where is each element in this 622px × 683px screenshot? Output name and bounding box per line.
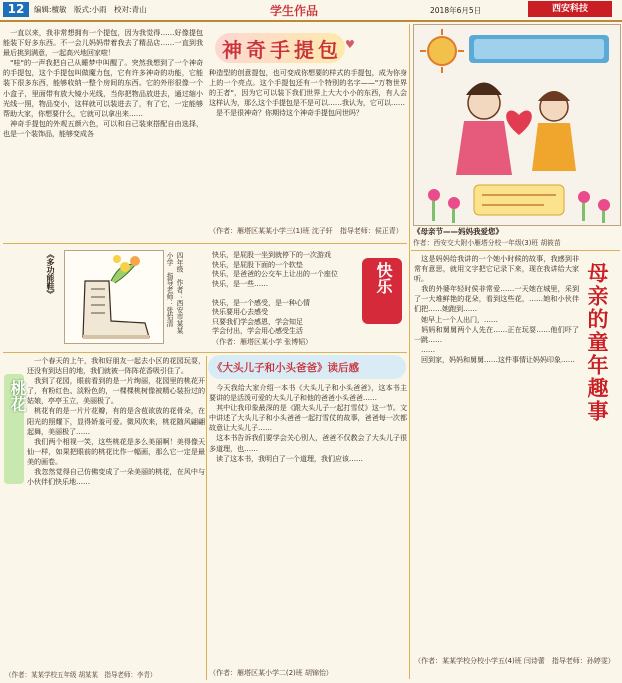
childhood-title: 母亲的童年趣事 [585, 262, 609, 423]
newspaper-brand: 西安科技 [528, 1, 612, 17]
review-author: （作者：雁塔区某小学二(2)班 胡锦怡） [209, 668, 333, 677]
boot-caption: 《多功能鞋》 [46, 250, 55, 298]
peach-title: 桃花 [8, 380, 27, 412]
handbag-article-body: 一直以来，我非常想拥有一个提包，因为我觉得……好像提包能装下好多东西。不一会儿妈妈带着我去了精品店……一直到我最后挑到满意，一起高兴地回家啦！ "哇"的一声我把自己从睡梦中叫醒了。突然我想到了一个神奇的手提包，这个手提包叫做魔力包，它有许多神奇的功能，它能装下很多东西，能够收纳一整个房间的东西。它的外形很像一个小盒子，里面带有放大镜小光线，当你把物品放进去，通过缩小光线一照，物品变小，这样就可以装进去了，有了它，一定能够帮助大家，你想要什么，它就可以拿出来…… 神奇手提包的外观五颜六色，可以和自己装束搭配自由选择，也是一个装饰品，能够变成各 [3, 28, 203, 138]
column-divider [409, 24, 410, 679]
mothers-day-drawing [413, 24, 621, 226]
boot-drawing [64, 250, 164, 344]
childhood-author: （作者：某某学校分校小学五(4)班 闫诗蕾 指导老师：孙婷雯） [414, 656, 615, 665]
issue-date: 2018年6月5日 [430, 6, 482, 15]
handbag-article-continued: 种造型的创意提包，也可变成你想要的样式的手提包，成为你身上的一个亮点。这个手提包还有一个特别的名字——"万物世界的王者"，因为它可以装下我们世界上大大小小的东西，有人会这样认为，那么这个手提包是不是可以……我认为，它可以…… 是不是很神奇？你期待这个神奇手提包问世吗？ [209, 68, 407, 118]
drawing-author: 作者：西安交大附小雁塔分校一年级(3)班 胡筱苗 [413, 239, 561, 247]
handbag-author: （作者：雁塔区某某小学三(1)班 沈子轩 指导老师：侯正青） [209, 226, 403, 235]
divider [3, 243, 407, 244]
boot-caption-block [5, 248, 65, 340]
section-title: 学生作品 [270, 4, 319, 18]
divider [411, 250, 620, 251]
column-divider [206, 356, 207, 680]
editor-credits: 编辑:檀敏 版式:小雨 校对:青山 [34, 5, 147, 14]
boot-illustration [65, 251, 163, 343]
poem-title: 快乐 [374, 262, 393, 294]
poem-author: （作者：雁塔区某小学 张博韬） [212, 337, 313, 346]
boot-author: 四年级 作者：西安市某某小学 指导老师：张怡清 [165, 252, 183, 334]
review-title: 《大头儿子和小头爸爸》读后感 [212, 362, 359, 374]
peach-article-body: 一个春天的上午，我和好朋友一起去小区的花园玩耍，还没有到达目的地，我们就被一阵阵花香吸引住了。 我到了花园，眼前看到的是一片绚丽，花园里的桃花开了，有粉红色、淡粉色的，一棵棵桃树像被精心装扮过的姑娘，亭亭玉立，美丽极了。 桃花有的是一片片花瓣，有的是含苞欲放的花骨朵，在阳光的照耀下，显得娇羞可爱。微风吹来，桃花随风翩翩起舞，美丽极了…… 我们两个相视一笑，这些桃花是多么美丽啊！美得像天仙一样，如果把眼前的桃花比作一幅画，那么它一定是最美的画卷。 我忽然觉得自己仿佛变成了一朵美丽的桃花，在风中与小伙伴们快乐地…… [27, 356, 205, 487]
drawing-caption: 《母亲节——妈妈我爱您》 [413, 227, 503, 236]
page-number: 12 [3, 2, 29, 17]
drawing-illustration [414, 25, 620, 225]
review-body: 今天我给大家介绍一本书《大头儿子和小头爸爸》，这本书主要讲的是活泼可爱的大头儿子和他的爸爸小头爸爸…… 其中让我印象最深的是《跟大头儿子一起打雪仗》这一节。文中讲述了大头儿子和小头爸爸一起打雪仗的故事，爸爸每一次都故意让大头儿子…… 这本书告诉我们要学会关心别人，爸爸不仅教会了大头儿子很多道理，也…… 读了这本书，我明白了一个道理，我们应该…… [209, 383, 407, 463]
heart-icon: ♥ [345, 38, 355, 51]
divider [3, 352, 407, 353]
handbag-title: 神奇手提包 [222, 38, 342, 62]
peach-author: （作者：某某学校五年级 胡某某 指导老师：李青） [5, 671, 157, 679]
poem-body: 快乐，是屁股一坐到就停下的一次游戏 快乐，是屁股下面的一个软垫 快乐，是爸爸的公交车上让出的一个座位 快乐，是一些…… 快乐，是一个感受，是一种心情 快乐要用心去感受 只要我们学会感恩，学会知足 学会付出，学会用心感受生活 [212, 250, 338, 335]
childhood-article-body: 这是妈妈给我讲的一个她小时候的故事，我感到非常有意思，就用文字把它记录下来，现在我讲给大家听。 我的外婆年轻时侯非常爱……一天她在城里，采到了一大堆鲜艳的花朵，看到这些花，……她和小伙伴们把……她跑到…… 她早上一个人出门，…… 妈妈和舅舅两个人先在……正在玩耍……他们吓了一跳…… …… 回到家，妈妈和舅舅……这件事情让妈妈印象…… [414, 254, 579, 364]
